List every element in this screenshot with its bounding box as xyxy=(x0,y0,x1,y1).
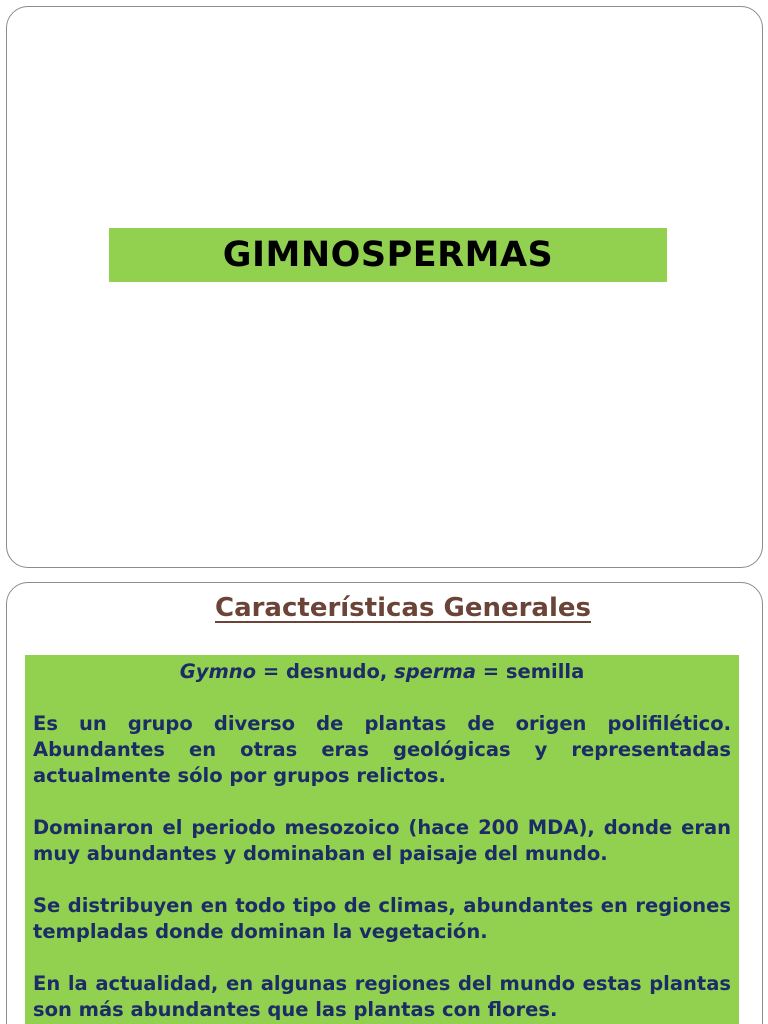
slide-title xyxy=(6,6,763,568)
paragraph-distribution: Se distribuyen en todo tipo de climas, abundantes en regiones templadas donde dominan la vegetación. xyxy=(33,894,731,943)
content-box xyxy=(25,655,739,1024)
slide-characteristics xyxy=(6,582,763,1024)
paragraph-present: En la actualidad, en algunas regiones del mundo estas plantas son más abundantes que las plantas con flores. xyxy=(33,972,731,1021)
paragraph-mesozoic: Dominaron el periodo mesozoico (hace 200 MDA), donde eran muy abundantes y dominaban el paisaje del mundo. xyxy=(33,816,731,865)
term-gymno: Gymno xyxy=(179,660,257,683)
etymology-line xyxy=(33,659,731,685)
meaning-gymno: = desnudo, xyxy=(256,660,395,683)
section-heading: Características Generales xyxy=(214,593,591,623)
term-sperma: sperma xyxy=(394,660,476,683)
slide-title-text: GIMNOSPERMAS xyxy=(222,235,554,275)
meaning-sperma: = semilla xyxy=(475,660,585,683)
paragraph-origin: Es un grupo diverso de plantas de origen polifilético. Abundantes en otras eras geológicas y representadas actualmente sólo por grupos relictos. xyxy=(33,712,731,787)
title-banner xyxy=(109,228,667,282)
